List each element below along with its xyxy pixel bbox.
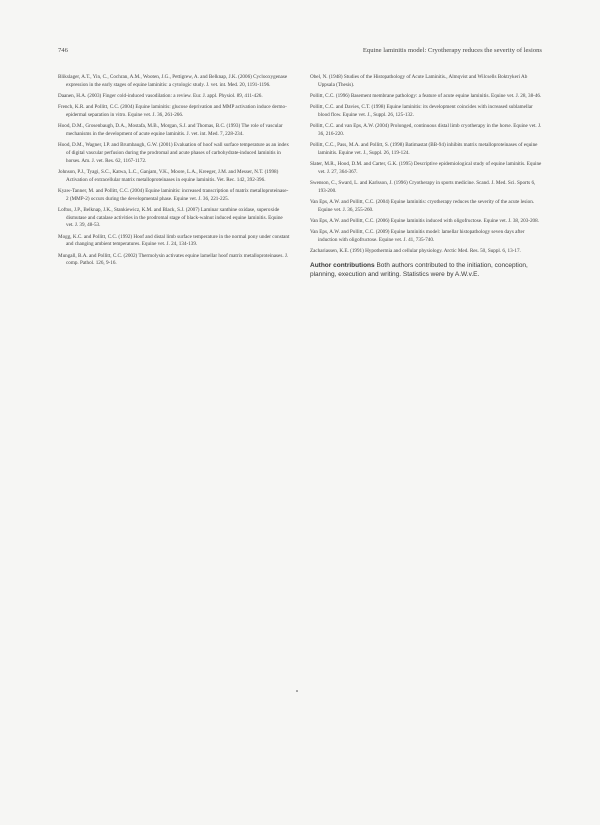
reference-item: Mungall, B.A. and Pollitt, C.C. (2002) Thermolysin activates equine lamellar hoof matrix metalloproteinases. J. comp. Pathol. 126, 9-16. xyxy=(58,252,289,267)
references-column-right xyxy=(310,74,542,279)
reference-item: Pollitt, C.C. and van Eps, A.W. (2004) Prolonged, continuous distal limb cryotherapy in the horse. Equine vet. J. 36, 216-220. xyxy=(310,123,542,137)
reference-item: Hood, D.M., Grosenbaugh, D.A., Mostafa, M.B., Morgan, S.J. and Thomas, B.C. (1993) The role of vascular mechanisms in the development of acute equine laminitis. J. vet. int. Med. 7, 228-234. xyxy=(58,123,283,137)
reference-item: Obel, N. (1948) Studies of the Histopathology of Acute Laminitis., Almqvist and Wilcsells Boktrykeri Ab Uppsala (Thesis). xyxy=(310,74,528,88)
reference-item: Slater, M.R., Hood, D.M. and Carter, G.K. (1995) Descriptive epidemiological study of equine laminitis. Equine vet. J. 27, 364-367. xyxy=(310,161,542,175)
reference-item: Van Eps, A.W. and Pollitt, C.C. (2006) Equine laminitis induced with oligofructose. Equine vet. J. 38, 203-208. xyxy=(310,218,539,225)
reference-item: Daanen, H.A. (2003) Finger cold-induced vasodilation: a review. Eur. J. appl. Physiol. 89, 411-426. xyxy=(58,92,263,99)
reference-item: Hood, D.M., Wagner, I.P. and Brumbaugh, G.W. (2001) Evaluation of hoof wall surface temperature as an index of digital vascular perfusion during the prodromal and acute phases of carbohydrate-induced laminitis in horses. Am. J. vet. Res. 62, 1167-1172. xyxy=(58,142,289,164)
running-title: Equine laminitis model: Cryotherapy reduces the severity of lesions xyxy=(362,47,542,54)
reference-item: Mogg, K.C. and Pollitt, C.C. (1992) Hoof and distal limb surface temperature in the normal pony under constant and changing ambient temperatures. Equine vet. J. 24, 134-139. xyxy=(58,233,290,248)
author-contributions-text: Both authors contributed to the initiation, conception, planning, execution and writing. Statistics were by A.W.v.E. xyxy=(310,262,528,278)
author-contributions-heading: Author contributions xyxy=(310,262,375,270)
reference-item: Van Eps, A.W. and Pollitt, C.C. (2009) Equine laminitis model: lamellar histopathology seven days after induction with oligofructose. Equine vet. J. 41, 735-740. xyxy=(310,229,525,244)
reference-item: Zachariassen, K.E. (1991) Hypothermia and cellular physiology. Arctic Med. Res. 50, Suppl. 6, 13-17. xyxy=(310,248,521,255)
page-number: 746 xyxy=(58,47,68,54)
references-column-left xyxy=(58,74,290,272)
reference-item: Kyaw-Tanner, M. and Pollitt, C.C. (2004) Equine laminitis: increased transcription of matrix metalloproteinase-2 (MMP-2) occurs during the developmental phase. Equine vet. J. 36, 221-225. xyxy=(58,187,289,202)
reference-item: Pollitt, C.C. and Davies, C.T. (1998) Equine laminitis: its development coincides with increased sublamellar blood flow. Equine vet. J., Suppl. 26, 125-132. xyxy=(310,104,533,118)
reference-item: Swenson, C., Sward, L. and Karlsson, J. (1996) Cryotherapy in sports medicine. Scand. J. Med. Sci. Sports 6, 193-200. xyxy=(310,180,536,194)
reference-item: Blikslager, A.T., Yin, C., Cochran, A.M., Wooten, J.G., Pettigrew, A. and Belknap, J.K. (2006) Cyclooxygenase expression in the early stages of equine laminitis: a cytologic study. J. vet. int. Med. 20, 1191-1196. xyxy=(58,74,288,88)
reference-item: Van Eps, A.W. and Pollitt, C.C. (2004) Equine laminitis: cryotherapy reduces the severity of the acute lesion. Equine vet. J. 36, 255-260. xyxy=(310,199,535,213)
reference-item: Pollitt, C.C., Pass, M.A. and Pollitt, S. (1998) Batimastat (BB-94) inhibits matrix metalloproteinases of equine laminitis. Equine vet. J., Suppl. 26, 119-124. xyxy=(310,142,538,156)
reference-item: Johnson, P.J., Tyagi, S.C., Katwa, L.C., Ganjam, V.K., Moore, L.A., Kreeger, J.M. and Messer, N.T. (1998) Activation of extracellular matrix metalloproteinases in equine laminitis. Vet. Rec. 142, 392-396. xyxy=(58,168,279,183)
scan-speck xyxy=(296,690,298,692)
reference-item: French, K.R. and Pollitt, C.C. (2004) Equine laminitis: glucose deprivation and MMP activation induce dermo-epidermal separation in vitro. Equine vet. J. 36, 261-266. xyxy=(58,104,287,118)
reference-item: Pollitt, C.C. (1996) Basement membrane pathology: a feature of acute equine laminitis. Equine vet. J. 28, 38-46. xyxy=(310,92,542,99)
reference-item: Loftus, J.P., Belknap, J.K., Stankiewicz, K.M. and Black, S.J. (2007) Laminar xanthine oxidase, superoxide dismutase and catalase activities in the prodromal stage of black-walnut induced equine laminitis. Equine vet. J. 39, 48-53. xyxy=(58,206,283,229)
author-contributions xyxy=(310,262,542,279)
